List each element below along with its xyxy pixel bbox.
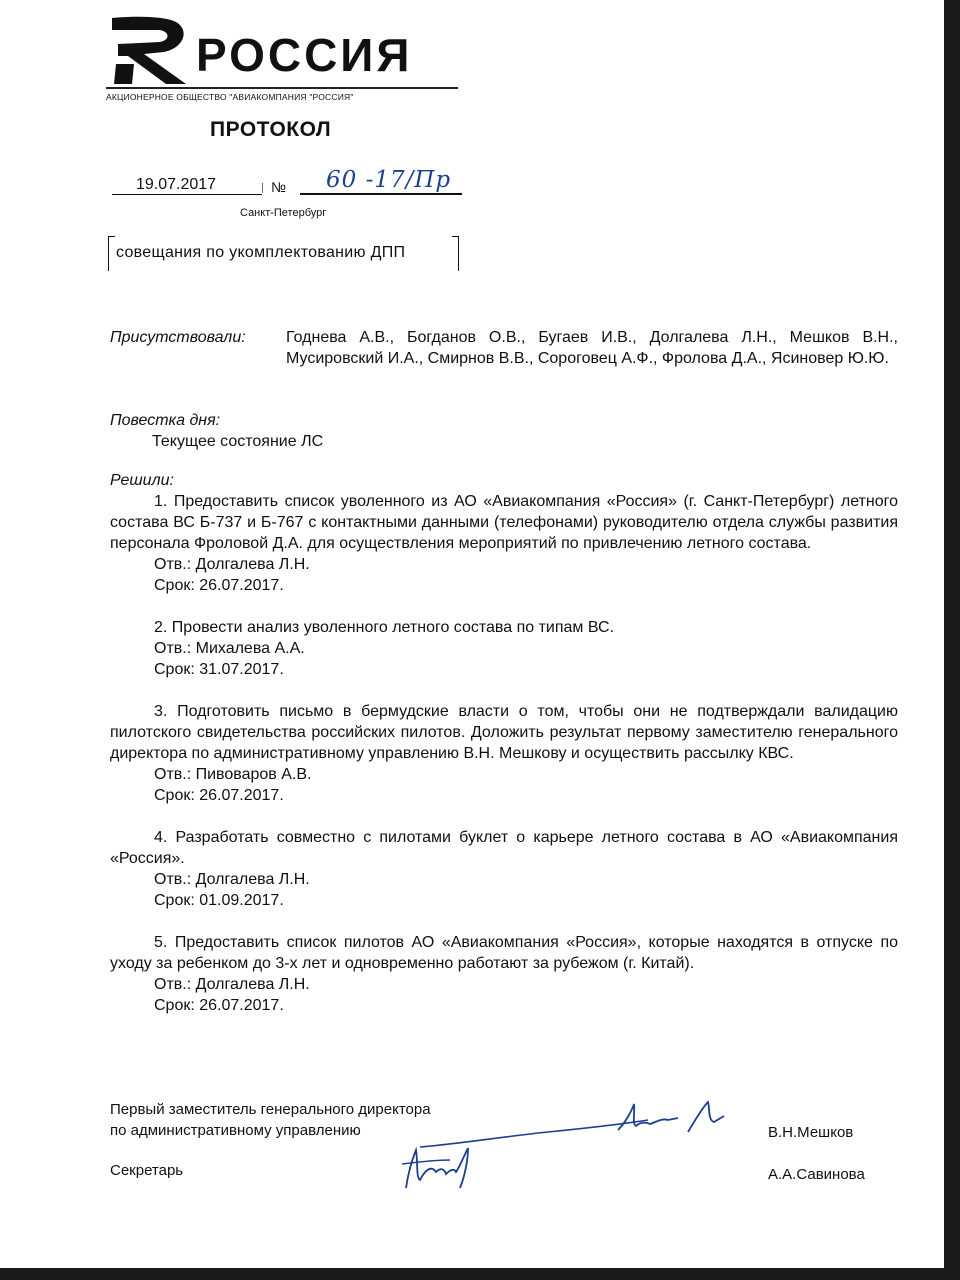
decision-item-3-deadline: Срок: 26.07.2017. bbox=[154, 787, 284, 804]
logo-subtitle: АКЦИОНЕРНОЕ ОБЩЕСТВО "АВИАКОМПАНИЯ "РОССИЯ" bbox=[106, 92, 354, 102]
number-sign: № bbox=[271, 179, 287, 195]
decision-item-1-text: 1. Предоставить список уволенного из АО «Авиакомпания «Россия» (г. Санкт-Петербург) летного состава ВС Б-737 и Б-767 с контактными данными (телефонами) руководителю отдела службы развития персонала Фроловой Д.А. для осуществления мероприятий по привлечению летного состава. bbox=[110, 493, 898, 552]
decision-item-5-responsible: Отв.: Долгалева Л.Н. bbox=[154, 976, 310, 993]
document-date: 19.07.2017 bbox=[112, 176, 262, 195]
agenda-text: Текущее состояние ЛС bbox=[152, 433, 324, 450]
stylized-r-logo-icon bbox=[104, 14, 194, 86]
document-title: ПРОТОКОЛ bbox=[210, 118, 332, 141]
decision-item-4-deadline: Срок: 01.09.2017. bbox=[154, 892, 284, 909]
signature-savinova-icon bbox=[398, 1138, 508, 1194]
position-line-1: Первый заместитель генерального директора bbox=[110, 1101, 431, 1118]
spacer bbox=[110, 596, 898, 617]
field-tick bbox=[262, 183, 263, 193]
signer2-name: А.А.Савинова bbox=[768, 1166, 865, 1183]
decisions-section bbox=[110, 470, 898, 1016]
decision-item-1-deadline: Срок: 26.07.2017. bbox=[154, 577, 284, 594]
document-city: Санкт-Петербург bbox=[240, 207, 327, 219]
decision-item-4-responsible: Отв.: Долгалева Л.Н. bbox=[154, 871, 310, 888]
attendees-label: Присутствовали: bbox=[110, 329, 246, 346]
spacer bbox=[110, 911, 898, 932]
decisions-label: Решили: bbox=[110, 472, 174, 489]
number-label bbox=[262, 179, 286, 195]
logo-wordmark: РОССИЯ bbox=[196, 29, 413, 81]
secretary-label: Секретарь bbox=[110, 1162, 184, 1179]
subject-bracket-right bbox=[452, 236, 459, 271]
agenda-section bbox=[110, 410, 898, 452]
company-logo bbox=[104, 14, 460, 100]
decision-item-3-text: 3. Подготовить письмо в бермудские власти о том, чтобы они не подтверждали валидацию пилотского свидетельства российских пилотов. Доложить результат первому заместителю генерального директора по административному управлению В.Н. Мешкову и осуществить рассылку КВС. bbox=[110, 703, 898, 762]
position-line-2: по административному управлению bbox=[110, 1122, 361, 1139]
document-subject: совещания по укомплектованию ДПП bbox=[116, 244, 406, 261]
decision-item-2-deadline: Срок: 31.07.2017. bbox=[154, 661, 284, 678]
handwritten-document-number: 60 -17/Пр bbox=[326, 167, 452, 193]
decision-item-3-responsible: Отв.: Пивоваров А.В. bbox=[154, 766, 312, 783]
spacer bbox=[110, 806, 898, 827]
number-underline bbox=[300, 193, 462, 195]
signer1-position bbox=[110, 1099, 431, 1141]
decision-item-2-text: 2. Провести анализ уволенного летного состава по типам ВС. bbox=[154, 619, 615, 636]
attendees-names: Годнева А.В., Богданов О.В., Бугаев И.В., Долгалева Л.Н., Мешков В.Н., Мусировский И.А., Смирнов В.В., Сороговец А.Ф., Фролова Д.А., Ясиновер Ю.Ю. bbox=[286, 329, 898, 367]
decision-item-2-responsible: Отв.: Михалева А.А. bbox=[154, 640, 305, 657]
signer1-name: В.Н.Мешков bbox=[768, 1124, 854, 1141]
decision-item-1-responsible: Отв.: Долгалева Л.Н. bbox=[154, 556, 310, 573]
spacer bbox=[110, 680, 898, 701]
agenda-label: Повестка дня: bbox=[110, 412, 221, 429]
decision-item-5-text: 5. Предоставить список пилотов АО «Авиакомпания «Россия», которые находятся в отпуске по уходу за ребенком до 3-х лет и одновременно работают за рубежом (г. Китай). bbox=[110, 934, 898, 972]
decision-item-4-text: 4. Разработать совместно с пилотами буклет о карьере летного состава в АО «Авиакомпания «Россия». bbox=[110, 829, 898, 867]
logo-divider bbox=[106, 87, 458, 89]
decision-item-5-deadline: Срок: 26.07.2017. bbox=[154, 997, 284, 1014]
